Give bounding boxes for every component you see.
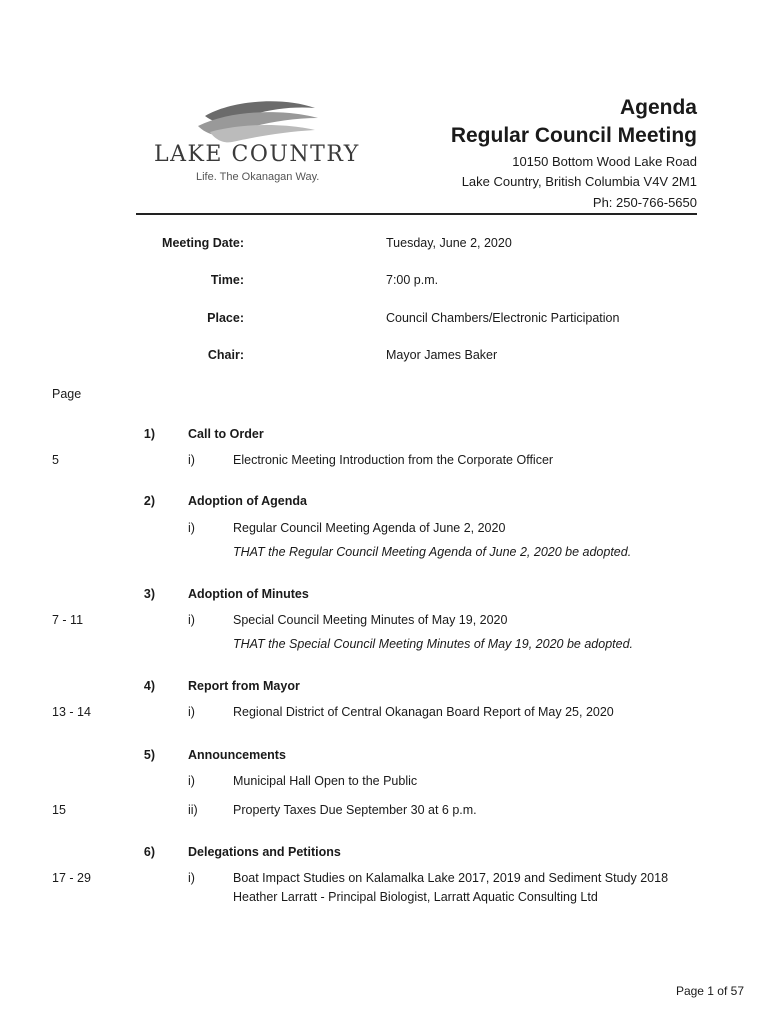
section-title: Delegations and Petitions bbox=[188, 845, 341, 859]
item-number: i) bbox=[188, 705, 195, 719]
item-text: Special Council Meeting Minutes of May 19, 2020 bbox=[233, 613, 508, 627]
header-divider bbox=[136, 213, 697, 215]
section-title: Announcements bbox=[188, 748, 286, 762]
item-text: Municipal Hall Open to the Public bbox=[233, 774, 418, 788]
item-page-ref: 17 - 29 bbox=[52, 871, 91, 885]
logo-wordmark: LAKE COUNTRY bbox=[154, 142, 360, 167]
item-subtext: Heather Larratt - Principal Biologist, Larratt Aquatic Consulting Ltd bbox=[233, 890, 598, 904]
section-title: Call to Order bbox=[188, 427, 264, 441]
document-title: Agenda bbox=[619, 96, 697, 119]
address-line-1: 10150 Bottom Wood Lake Road bbox=[512, 154, 697, 169]
item-text: Property Taxes Due September 30 at 6 p.m. bbox=[233, 803, 477, 817]
meeting-chair-value: Mayor James Baker bbox=[386, 348, 498, 362]
section-number: 4) bbox=[143, 679, 155, 693]
item-page-ref: 7 - 11 bbox=[52, 613, 84, 627]
meeting-time-label: Time: bbox=[210, 273, 244, 287]
item-text: Regular Council Meeting Agenda of June 2, 2020 bbox=[233, 521, 506, 535]
meeting-date-label: Meeting Date: bbox=[162, 236, 244, 250]
item-number: i) bbox=[188, 774, 195, 788]
section-number: 3) bbox=[143, 587, 155, 601]
section-title: Report from Mayor bbox=[188, 679, 300, 693]
section-number: 6) bbox=[143, 845, 155, 859]
item-number: i) bbox=[188, 521, 195, 535]
section-number: 1) bbox=[143, 427, 155, 441]
address-line-2: Lake Country, British Columbia V4V 2M1 bbox=[461, 174, 697, 189]
item-page-ref: 13 - 14 bbox=[52, 705, 91, 719]
item-motion: THAT the Special Council Meeting Minutes of May 19, 2020 be adopted. bbox=[233, 637, 633, 651]
section-title: Adoption of Agenda bbox=[188, 494, 307, 508]
logo-tagline: Life. The Okanagan Way. bbox=[196, 171, 320, 183]
page-column-label: Page bbox=[52, 387, 82, 401]
meeting-time-value: 7:00 p.m. bbox=[386, 273, 439, 287]
item-page-ref: 15 bbox=[52, 803, 66, 817]
meeting-place-value: Council Chambers/Electronic Participation bbox=[386, 311, 620, 325]
item-motion: THAT the Regular Council Meeting Agenda of June 2, 2020 be adopted. bbox=[233, 545, 632, 559]
meeting-chair-label: Chair: bbox=[207, 348, 244, 362]
section-number: 2) bbox=[143, 494, 155, 508]
item-text: Electronic Meeting Introduction from the Corporate Officer bbox=[233, 453, 554, 467]
meeting-date-value: Tuesday, June 2, 2020 bbox=[386, 236, 512, 250]
item-number: ii) bbox=[188, 803, 198, 817]
section-number: 5) bbox=[143, 748, 155, 762]
document-subtitle: Regular Council Meeting bbox=[450, 124, 697, 147]
item-number: i) bbox=[188, 613, 195, 627]
phone-number: Ph: 250-766-5650 bbox=[592, 195, 697, 210]
section-title: Adoption of Minutes bbox=[188, 587, 309, 601]
item-number: i) bbox=[188, 453, 195, 467]
meeting-place-label: Place: bbox=[207, 311, 244, 325]
item-page-ref: 5 bbox=[52, 453, 59, 467]
item-text: Boat Impact Studies on Kalamalka Lake 2017, 2019 and Sediment Study 2018 bbox=[233, 871, 669, 885]
item-text: Regional District of Central Okanagan Board Report of May 25, 2020 bbox=[233, 705, 614, 719]
page-indicator: Page 1 of 57 bbox=[675, 984, 744, 998]
item-number: i) bbox=[188, 871, 195, 885]
